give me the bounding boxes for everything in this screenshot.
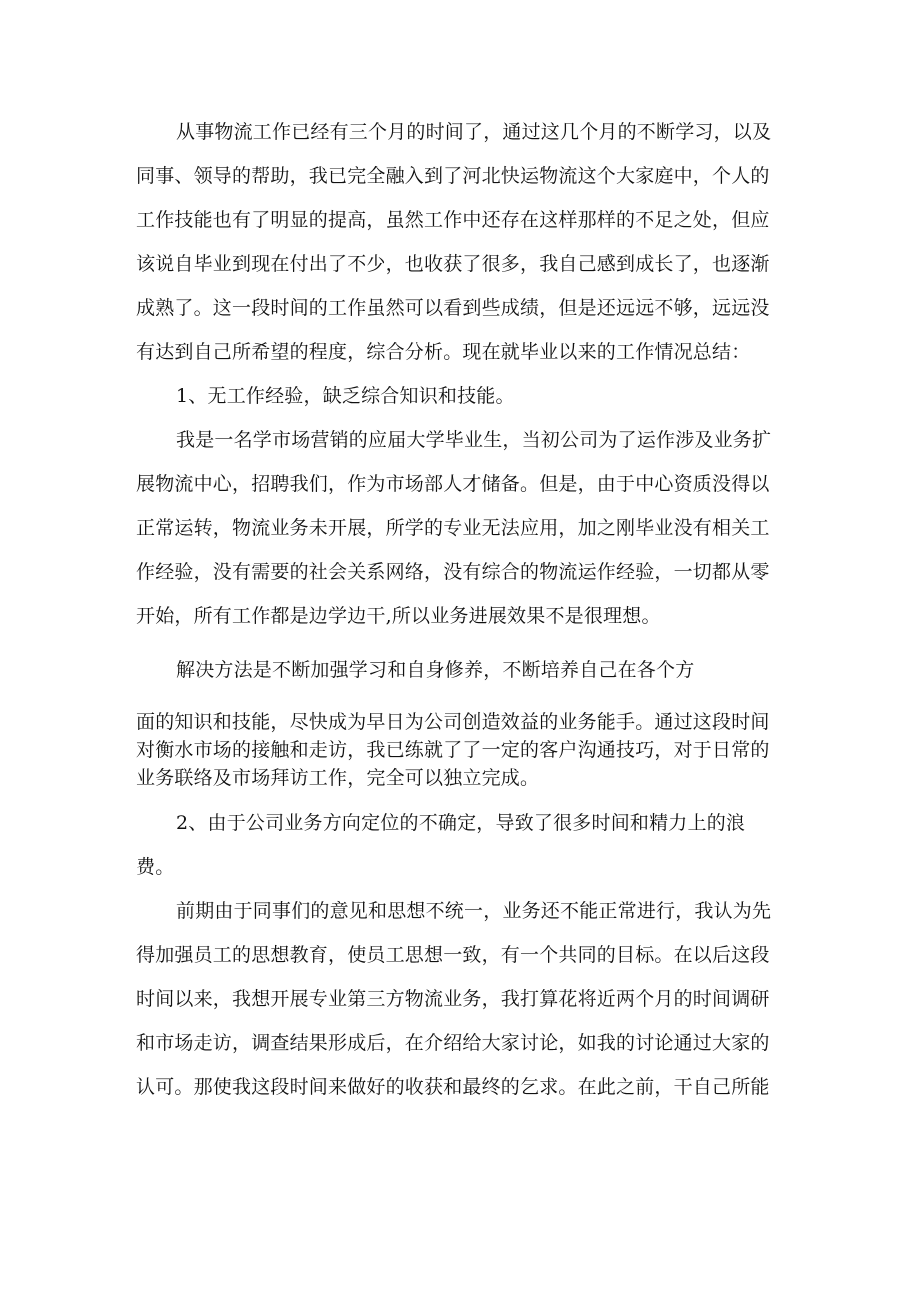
paragraph-1-line-3: 工作技能也有了明显的提高，虽然工作中还存在这样那样的不足之处，但应 [136,209,770,231]
paragraph-4-line-4: 和市场走访，调查结果形成后，在介绍给大家讨论，如我的讨论通过大家的 [136,1032,770,1054]
paragraph-4-line-5: 认可。那使我这段时间来做好的收获和最终的乞求。在此之前，干自己所能 [136,1076,770,1098]
paragraph-2-line-5: 开始，所有工作都是边学边干,所以业务进展效果不是很理想。 [136,605,661,627]
paragraph-3-line-2: 面的知识和技能，尽快成为早日为公司创造效益的业务能手。通过这段时间 [136,711,770,733]
item-1-heading: 1、无工作经验，缺乏综合知识和技能。 [176,385,515,407]
paragraph-1-line-4: 该说自毕业到现在付出了不少，也收获了很多，我自己感到成长了，也逐渐 [136,253,770,275]
paragraph-4-line-1: 前期由于同事们的意见和思想不统一，业务还不能正常进行，我认为先 [176,900,772,922]
paragraph-3-line-1: 解决方法是不断加强学习和自身修养，不断培养自己在各个方 [176,659,695,681]
paragraph-2-line-3: 正常运转，物流业务未开展，所学的专业无法应用，加之刚毕业没有相关工 [136,517,770,539]
paragraph-2-line-1: 我是一名学市场营销的应届大学毕业生，当初公司为了运作涉及业务扩 [176,429,772,451]
paragraph-1-line-5: 成熟了。这一段时间的工作虽然可以看到些成绩，但是还远远不够，远远没 [136,297,770,319]
paragraph-1-line-1: 从事物流工作已经有三个月的时间了，通过这几个月的不断学习，以及 [176,121,772,143]
item-2-heading-line-1: 2、由于公司业务方向定位的不确定，导致了很多时间和精力上的浪 [176,812,746,834]
paragraph-2-line-2: 展物流中心，招聘我们，作为市场部人才储备。但是，由于中心资质没得以 [136,473,770,495]
paragraph-1-line-6: 有达到自己所希望的程度，综合分析。现在就毕业以来的工作情况总结： [136,341,751,363]
paragraph-3-line-4: 业务联络及市场拜访工作，完全可以独立完成。 [136,767,540,789]
paragraph-1-line-2: 同事、领导的帮助，我已完全融入到了河北快运物流这个大家庭中，个人的 [136,165,770,187]
paragraph-3-line-3: 对衡水市场的接触和走访，我已练就了了一定的客户沟通技巧，对于日常的 [136,739,770,761]
paragraph-2-line-4: 作经验，没有需要的社会关系网络，没有综合的物流运作经验，一切都从零 [136,561,770,583]
paragraph-4-line-2: 得加强员工的思想教育，使员工思想一致，有一个共同的目标。在以后这段 [136,944,770,966]
paragraph-4-line-3: 时间以来，我想开展专业第三方物流业务，我打算花将近两个月的时间调研 [136,988,770,1010]
item-2-heading-line-2: 费。 [136,856,175,878]
